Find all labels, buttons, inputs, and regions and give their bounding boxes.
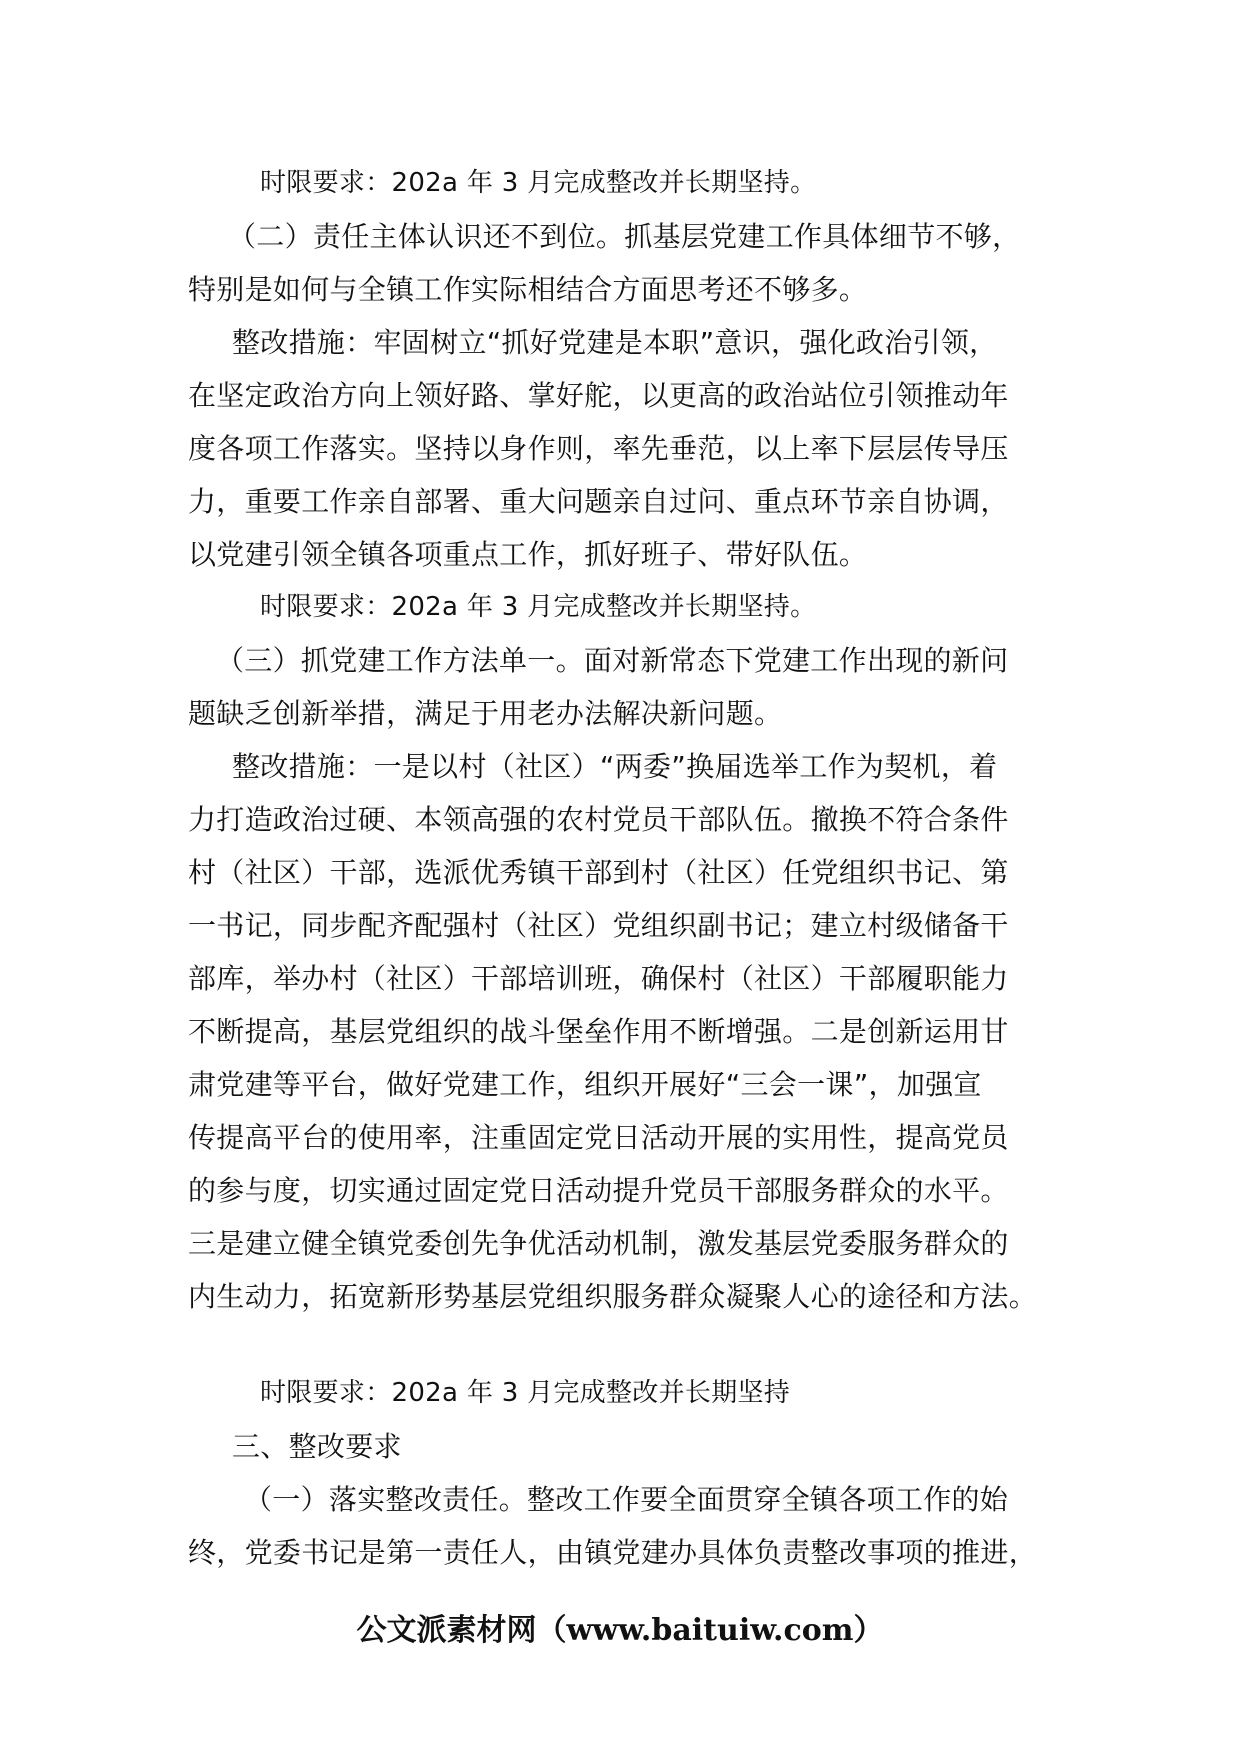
paragraph-line: 题缺乏创新举措，满足于用老办法解决新问题。	[188, 697, 783, 730]
paragraph-line: 不断提高，基层党组织的战斗堡垒作用不断增强。二是创新运用甘	[188, 1015, 1009, 1048]
paragraph-line: （三）抓党建工作方法单一。面对新常态下党建工作出现的新问	[216, 644, 1009, 677]
paragraph-line: 内生动力，拓宽新形势基层党组织服务群众凝聚人心的途径和方法。	[188, 1280, 1038, 1313]
paragraph-line: 三是建立健全镇党委创先争优活动机制，激发基层党委服务群众的	[188, 1227, 1009, 1260]
paragraph-line: 力打造政治过硬、本领高强的农村党员干部队伍。撤换不符合条件	[188, 803, 1009, 836]
paragraph-line: 村（社区）干部，选派优秀镇干部到村（社区）任党组织书记、第	[188, 856, 1009, 889]
deadline-line: 时限要求：202a 年 3 月完成整改并长期坚持。	[260, 592, 817, 622]
footer-watermark: 公文派素材网（www.baituiw.com）	[356, 1613, 884, 1648]
deadline-line: 时限要求：202a 年 3 月完成整改并长期坚持	[260, 1378, 791, 1408]
paragraph-line: 一书记，同步配齐配强村（社区）党组织副书记；建立村级储备干	[188, 909, 1009, 942]
paragraph-line: 以党建引领全镇各项重点工作，抓好班子、带好队伍。	[188, 538, 868, 571]
deadline-line: 时限要求：202a 年 3 月完成整改并长期坚持。	[260, 168, 817, 198]
paragraph-line: 整改措施：一是以村（社区）“两委”换届选举工作为契机，着	[232, 750, 998, 783]
paragraph-line: 的参与度，切实通过固定党日活动提升党员干部服务群众的水平。	[188, 1174, 1009, 1207]
paragraph-line: 在坚定政治方向上领好路、掌好舵，以更高的政治站位引领推动年	[188, 379, 1009, 412]
paragraph-line: 整改措施：牢固树立“抓好党建是本职”意识，强化政治引领，	[232, 326, 998, 359]
paragraph-line: 部库，举办村（社区）干部培训班，确保村（社区）干部履职能力	[188, 962, 1009, 995]
paragraph-line: 力，重要工作亲自部署、重大问题亲自过问、重点环节亲自协调，	[188, 485, 1009, 518]
paragraph-line: 度各项工作落实。坚持以身作则，率先垂范，以上率下层层传导压	[188, 432, 1009, 465]
paragraph-line: 三、整改要求	[232, 1430, 402, 1463]
paragraph-line: （一）落实整改责任。整改工作要全面贯穿全镇各项工作的始	[244, 1483, 1009, 1516]
paragraph-line: 传提高平台的使用率，注重固定党日活动开展的实用性，提高党员	[188, 1121, 1009, 1154]
paragraph-line: （二）责任主体认识还不到位。抓基层党建工作具体细节不够，	[228, 220, 1021, 253]
paragraph-line: 肃党建等平台，做好党建工作，组织开展好“三会一课”，加强宣	[188, 1068, 982, 1101]
paragraph-line: 特别是如何与全镇工作实际相结合方面思考还不够多。	[188, 273, 868, 306]
document-body	[188, 157, 1068, 1579]
paragraph-line: 终，党委书记是第一责任人，由镇党建办具体负责整改事项的推进，	[188, 1536, 1038, 1569]
